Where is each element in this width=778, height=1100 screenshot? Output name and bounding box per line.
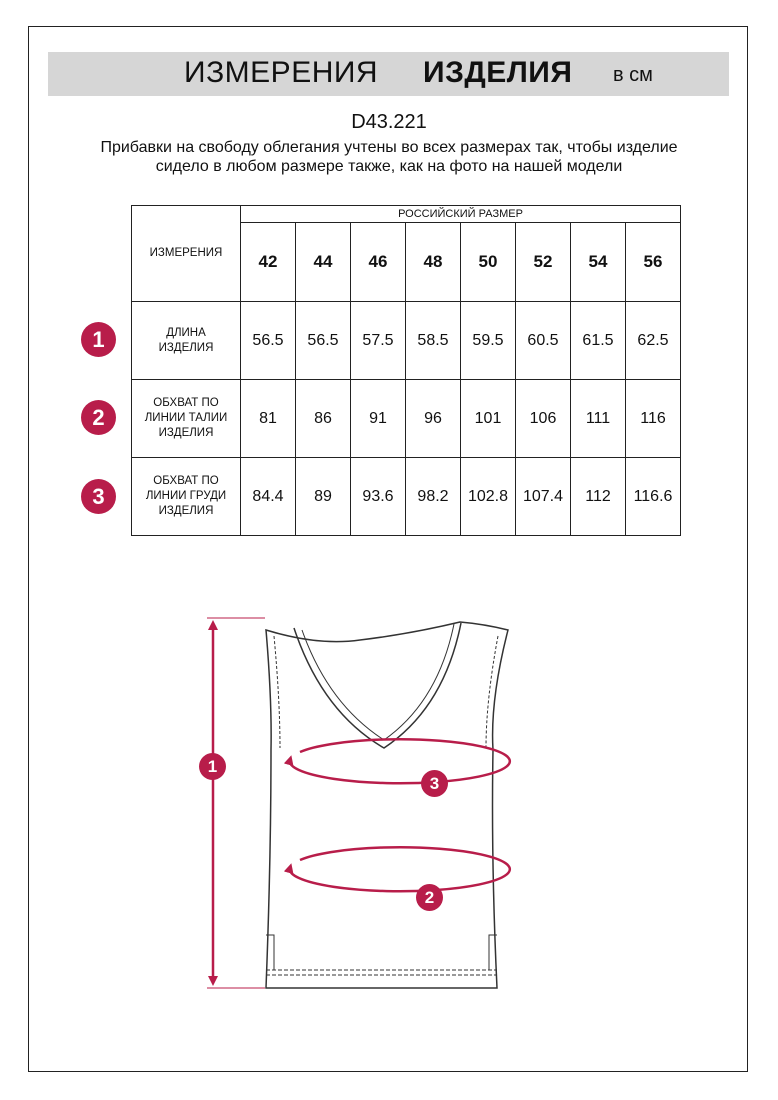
label-line: ОБХВАТ ПО [153,397,219,409]
size-cell: 48 [406,223,461,302]
size-cell: 44 [296,223,351,302]
value-cell: 96 [406,380,461,458]
waist-arrow [290,847,510,891]
size-group-header: РОССИЙСКИЙ РАЗМЕР [241,206,681,223]
row-number-badge: 3 [81,479,116,514]
value-cell: 60.5 [516,302,571,380]
corner-label: ИЗМЕРЕНИЯ [132,206,241,302]
value-cell: 116 [626,380,681,458]
value-cell: 57.5 [351,302,406,380]
value-cell: 111 [571,380,626,458]
fit-note: Прибавки на свободу облегания учтены во всех размерах так, чтобы изделие сидело в любом размере также, как на фото на нашей модели [100,139,678,175]
value-cell: 102.8 [461,458,516,536]
value-cell: 62.5 [626,302,681,380]
article-number: D43.221 [351,111,427,133]
size-cell: 56 [626,223,681,302]
label-line: ДЛИНА [166,326,206,339]
value-cell: 93.6 [351,458,406,536]
value-cell: 56.5 [296,302,351,380]
value-cell: 56.5 [241,302,296,380]
value-cell: 59.5 [461,302,516,380]
value-cell: 61.5 [571,302,626,380]
length-arrow [207,618,265,988]
title-part1: ИЗМЕРЕНИЯ [184,56,379,89]
value-cell: 86 [296,380,351,458]
length-marker: 1 [199,753,226,780]
size-cell: 52 [516,223,571,302]
title-part2: ИЗДЕЛИЯ [423,56,573,89]
value-cell: 112 [571,458,626,536]
value-cell: 98.2 [406,458,461,536]
label-line: ЛИНИИ ГРУДИ [145,490,227,502]
value-cell: 89 [296,458,351,536]
chest-marker: 3 [421,770,448,797]
size-cell: 46 [351,223,406,302]
size-cell: 42 [241,223,296,302]
value-cell: 81 [241,380,296,458]
tank-top-outline [266,622,508,988]
row-number-badge: 1 [81,322,116,357]
size-cell: 50 [461,223,516,302]
value-cell: 116.6 [626,458,681,536]
value-cell: 101 [461,380,516,458]
label-line: ЛИНИИ ТАЛИИ [144,412,228,424]
row-number-badge: 2 [81,400,116,435]
unit-label: в см [613,64,653,86]
size-cell: 54 [571,223,626,302]
label-line: ИЗДЕЛИЯ [158,427,214,439]
label-line: ИЗДЕЛИЯ [158,505,214,517]
value-cell: 84.4 [241,458,296,536]
waist-marker: 2 [416,884,443,911]
label-line: ОБХВАТ ПО [153,475,219,487]
value-cell: 58.5 [406,302,461,380]
value-cell: 106 [516,380,571,458]
value-cell: 107.4 [516,458,571,536]
chest-arrow [290,739,510,783]
value-cell: 91 [351,380,406,458]
label-line: ИЗДЕЛИЯ [158,341,214,354]
